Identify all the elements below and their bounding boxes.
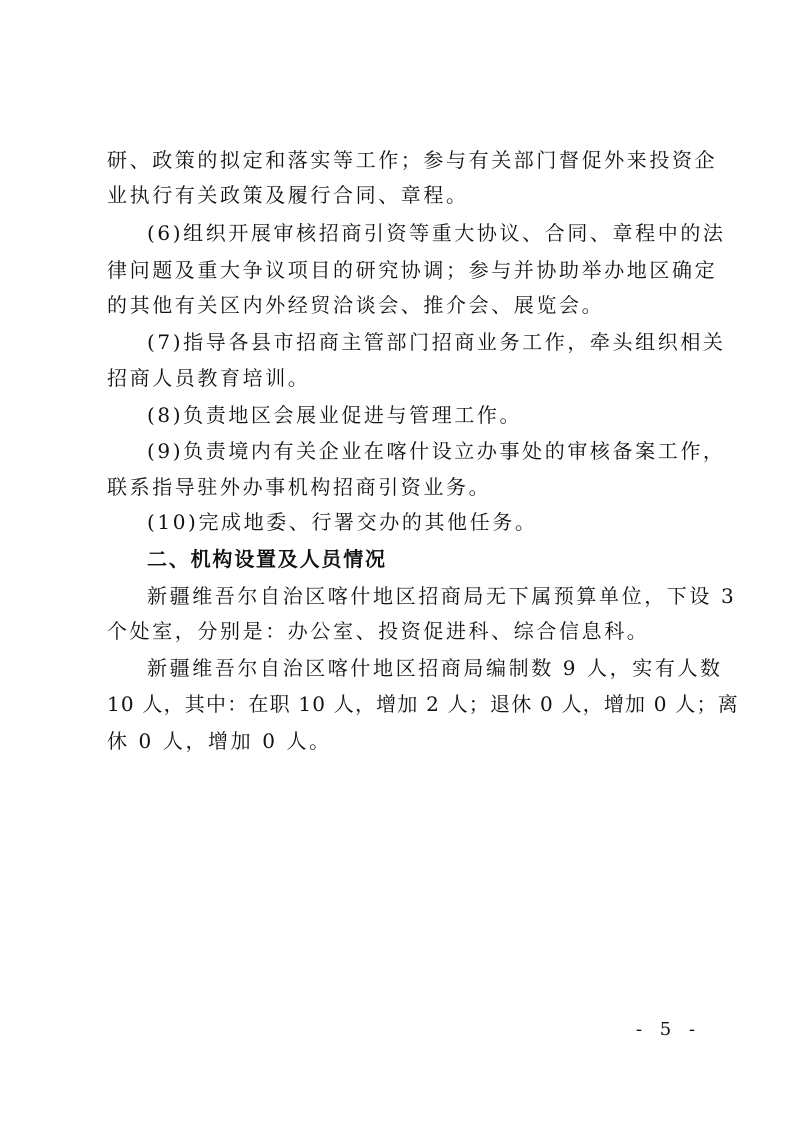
body-text-line: 业执行有关政策及履行合同、章程。 — [107, 183, 469, 207]
page-number: - 5 - — [636, 1019, 702, 1040]
body-text-line: 10 人，其中：在职 10 人，增加 2 人；退休 0 人，增加 0 人；离 — [107, 692, 739, 716]
body-text-line: 休 0 人，增加 0 人。 — [107, 729, 332, 753]
body-text-line: 招商人员教育培训。 — [107, 366, 311, 390]
body-text-line: 个处室，分别是：办公室、投资促进科、综合信息科。 — [107, 619, 650, 643]
body-text-line: 研、政策的拟定和落实等工作；参与有关部门督促外来投资企 — [107, 148, 718, 172]
body-text-line: 联系指导驻外办事机构招商引资业务。 — [107, 475, 492, 499]
body-text-line: (7)指导各县市招商主管部门招商业务工作，牵头组织相关 — [147, 330, 726, 354]
body-text-line: 的其他有关区内外经贸洽谈会、推介会、展览会。 — [107, 293, 605, 317]
body-text-line: (6)组织开展审核招商引资等重大协议、合同、章程中的法 — [147, 221, 726, 245]
body-text-line: 新疆维吾尔自治区喀什地区招商局编制数 9 人，实有人数 — [147, 656, 723, 680]
body-text-line: 律问题及重大争议项目的研究协调；参与并协助举办地区确定 — [107, 258, 718, 282]
body-text-line: (9)负责境内有关企业在喀什设立办事处的审核备案工作， — [147, 439, 726, 463]
body-text-line: (8)负责地区会展业促进与管理工作。 — [147, 403, 523, 427]
body-text-line: (10)完成地委、行署交办的其他任务。 — [147, 510, 538, 534]
section-heading: 二、机构设置及人员情况 — [147, 547, 387, 571]
body-text-line: 新疆维吾尔自治区喀什地区招商局无下属预算单位，下设 3 — [147, 584, 737, 608]
